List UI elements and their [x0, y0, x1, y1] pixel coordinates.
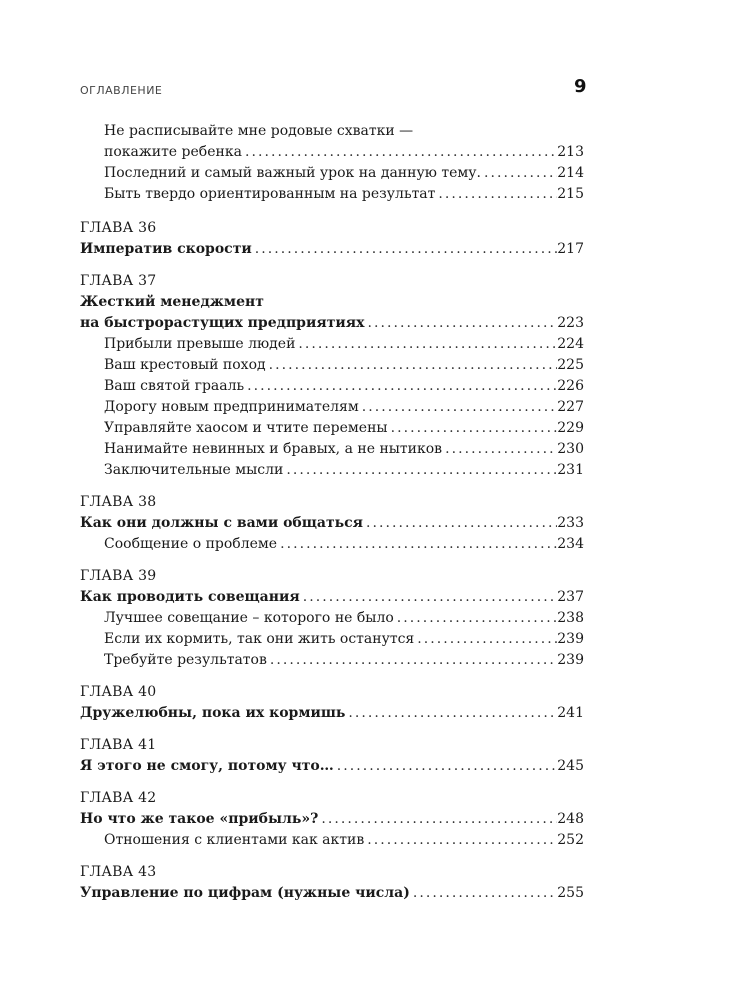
toc-chapter-title	[80, 513, 584, 534]
dot-leader	[435, 184, 557, 205]
toc-entry	[80, 376, 584, 397]
toc-chapter-title	[80, 313, 584, 334]
toc-entry-title: Быть твердо ориентированным на результат	[104, 186, 436, 202]
toc-entry	[80, 397, 584, 418]
toc-chapter-title	[80, 292, 584, 313]
toc-page-number: 213	[557, 144, 584, 160]
chapter-label: ГЛАВА 36	[80, 220, 157, 236]
toc-entry	[80, 830, 584, 851]
toc-page-number: 248	[557, 811, 584, 827]
chapter-label: ГЛАВА 43	[80, 864, 157, 880]
dot-leader	[363, 513, 557, 534]
toc-entry	[80, 121, 584, 142]
dot-leader	[345, 703, 557, 724]
toc-entry-title: Сообщение о проблеме	[104, 536, 278, 552]
toc-page-number: 215	[557, 186, 584, 202]
toc-entry	[80, 163, 584, 184]
toc-chapter-title	[80, 809, 584, 830]
dot-leader	[334, 756, 558, 777]
toc-entry-title: Как они должны с вами общаться	[80, 515, 364, 531]
toc-page-number: 233	[557, 515, 584, 531]
toc-entry-title: Прибыли превыше людей	[104, 336, 296, 352]
toc-entry-title: Как проводить совещания	[80, 589, 300, 605]
toc-page-number: 230	[557, 441, 584, 457]
toc-entry-title: Дорогу новым предпринимателям	[104, 399, 359, 415]
toc-page-number: 239	[557, 652, 584, 668]
toc-chapter-title	[80, 587, 584, 608]
toc-chapter	[80, 121, 584, 205]
table-of-contents	[80, 121, 584, 915]
toc-entry	[80, 460, 584, 481]
toc-page-number: 225	[557, 357, 584, 373]
toc-entry-title: Отношения с клиентами как актив	[104, 832, 365, 848]
toc-chapter-title	[80, 883, 584, 904]
toc-entry-title: Дружелюбны, пока их кормишь	[80, 705, 346, 721]
toc-page-number: 255	[557, 885, 584, 901]
running-header-title: ОГЛАВЛЕНИЕ	[80, 84, 163, 97]
chapter-label: ГЛАВА 41	[80, 737, 157, 753]
toc-chapter-title	[80, 756, 584, 777]
toc-entry-title: Не расписывайте мне родовые схватки —	[104, 123, 414, 139]
chapter-label: ГЛАВА 37	[80, 273, 157, 289]
dot-leader	[267, 650, 557, 671]
dot-leader	[414, 629, 557, 650]
dot-leader	[295, 334, 557, 355]
dot-leader	[244, 376, 557, 397]
chapter-label: ГЛАВА 38	[80, 494, 157, 510]
dot-leader	[283, 460, 557, 481]
toc-entry-title: Жесткий менеджмент	[80, 294, 264, 310]
toc-chapter	[80, 682, 584, 724]
dot-leader	[300, 587, 558, 608]
toc-entry-title: Последний и самый важный урок на данную тему.	[104, 165, 481, 181]
chapter-label: ГЛАВА 40	[80, 684, 157, 700]
toc-entry	[80, 418, 584, 439]
toc-chapter	[80, 271, 584, 481]
chapter-label: ГЛАВА 42	[80, 790, 157, 806]
toc-chapter	[80, 788, 584, 851]
toc-entry	[80, 142, 584, 163]
toc-chapter	[80, 492, 584, 555]
toc-chapter-title	[80, 239, 584, 260]
toc-entry-title: Если их кормить, так они жить останутся	[104, 631, 415, 647]
dot-leader	[442, 439, 557, 460]
toc-entry-title: Но что же такое «прибыль»?	[80, 811, 319, 827]
toc-page-number: 223	[557, 315, 584, 331]
toc-page-number: 224	[557, 336, 584, 352]
toc-entry	[80, 334, 584, 355]
toc-chapter	[80, 566, 584, 671]
toc-page-number: 217	[557, 241, 584, 257]
toc-entry-title: Управляйте хаосом и чтите перемены	[104, 420, 388, 436]
dot-leader	[481, 163, 557, 184]
dot-leader	[388, 418, 558, 439]
toc-chapter-title	[80, 703, 584, 724]
toc-entry-title: Я этого не смогу, потому что…	[80, 758, 334, 774]
toc-entry-title: Нанимайте невинных и бравых, а не нытиков	[104, 441, 443, 457]
toc-page-number: 238	[557, 610, 584, 626]
toc-page-number: 227	[557, 399, 584, 415]
toc-entry-title: Требуйте результатов	[104, 652, 267, 668]
toc-entry-title: Лучшее совещание – которого не было	[104, 610, 394, 626]
toc-entry	[80, 534, 584, 555]
page-number: 9	[574, 76, 587, 97]
toc-page-number: 239	[557, 631, 584, 647]
toc-page-number: 229	[557, 420, 584, 436]
toc-chapter	[80, 218, 584, 260]
toc-page-number: 245	[557, 758, 584, 774]
dot-leader	[318, 809, 557, 830]
toc-entry	[80, 650, 584, 671]
toc-entry-title: Управление по цифрам (нужные числа)	[80, 885, 410, 901]
toc-page-number: 237	[557, 589, 584, 605]
dot-leader	[266, 355, 558, 376]
toc-page-number: 231	[557, 462, 584, 478]
toc-page-number: 234	[557, 536, 584, 552]
toc-entry	[80, 629, 584, 650]
toc-entry	[80, 184, 584, 205]
dot-leader	[242, 142, 557, 163]
toc-entry	[80, 355, 584, 376]
toc-entry-title: покажите ребенка	[104, 144, 242, 160]
toc-page-number: 226	[557, 378, 584, 394]
toc-chapter	[80, 862, 584, 904]
toc-page-number: 214	[557, 165, 584, 181]
toc-page-number: 252	[557, 832, 584, 848]
toc-chapter	[80, 735, 584, 777]
toc-entry-title: на быстрорастущих предприятиях	[80, 315, 365, 331]
toc-entry-title: Ваш крестовый поход	[104, 357, 266, 373]
dot-leader	[364, 313, 557, 334]
dot-leader	[410, 883, 557, 904]
toc-entry-title: Ваш святой грааль	[104, 378, 245, 394]
dot-leader	[394, 608, 557, 629]
dot-leader	[252, 239, 558, 260]
chapter-label: ГЛАВА 39	[80, 568, 157, 584]
dot-leader	[364, 830, 557, 851]
toc-entry-title: Заключительные мысли	[104, 462, 284, 478]
toc-page-number: 241	[557, 705, 584, 721]
dot-leader	[359, 397, 558, 418]
toc-entry	[80, 608, 584, 629]
dot-leader	[277, 534, 557, 555]
toc-entry	[80, 439, 584, 460]
toc-entry-title: Императив скорости	[80, 241, 252, 257]
